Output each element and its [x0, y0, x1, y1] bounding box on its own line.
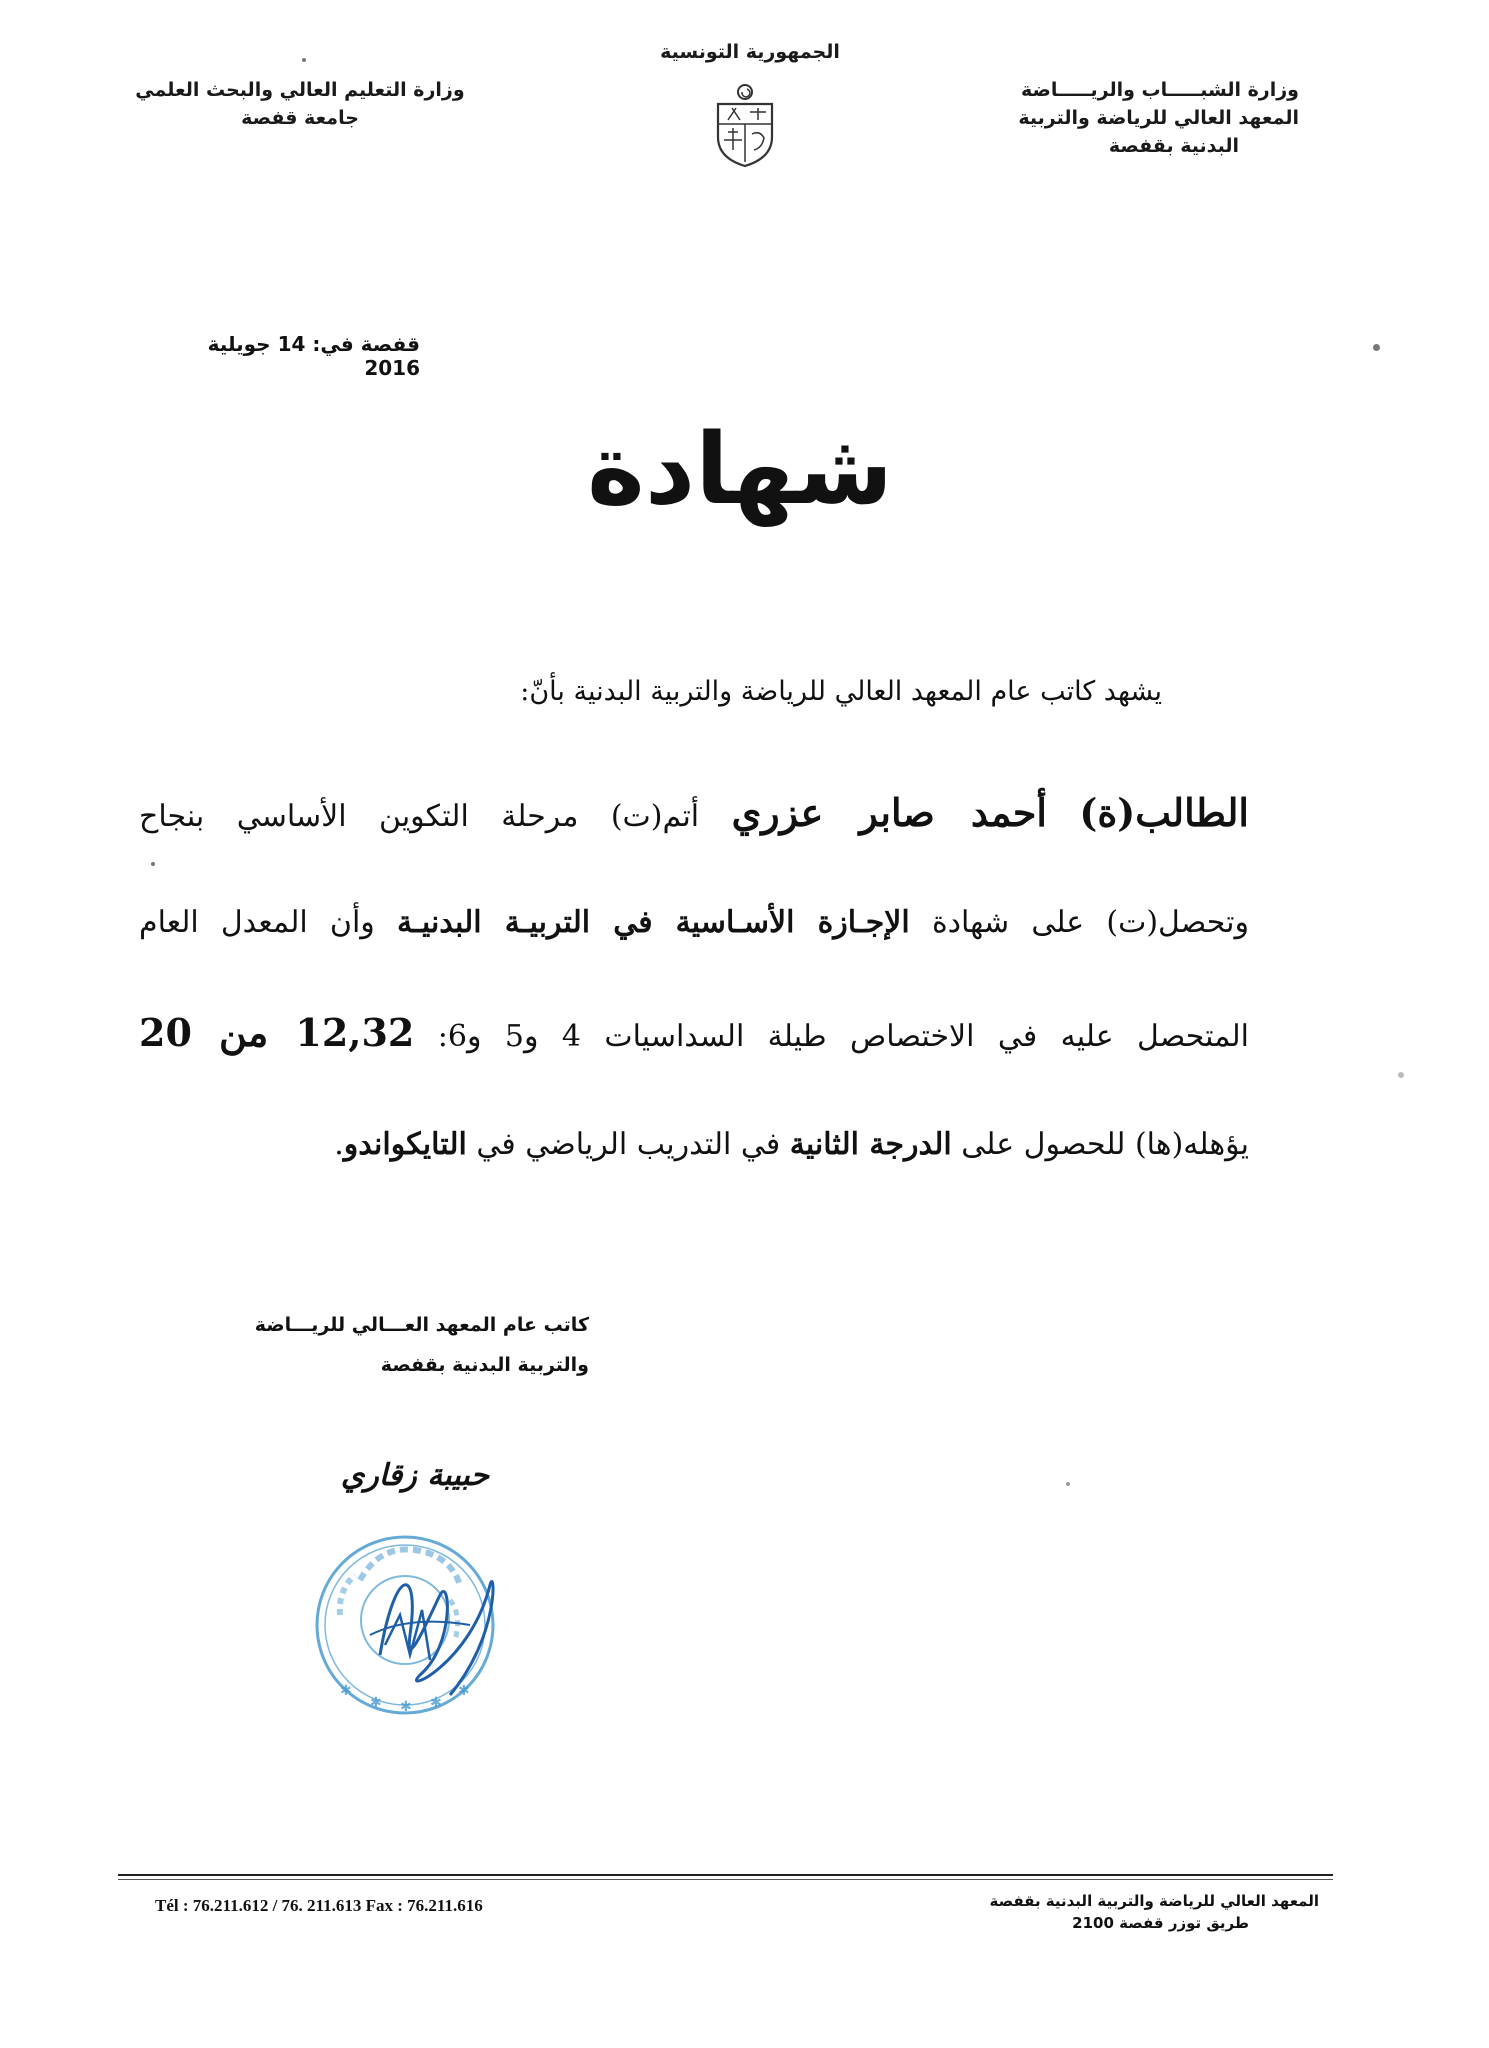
- ministry-youth-sports: وزارة الشبـــــاب والريـــــاضة: [1021, 79, 1299, 101]
- completion-text: أتم(ت) مرحلة التكوين الأساسي بنجاح: [139, 799, 700, 834]
- score-value: 12,32 من 20: [139, 1010, 415, 1055]
- student-name: أحمد صابر عزري: [731, 790, 1047, 835]
- header-left-block: [120, 76, 480, 132]
- body-line-score: [139, 1008, 1249, 1062]
- header-right-block: [939, 76, 1299, 160]
- coaching-grade: الدرجة الثانية: [789, 1127, 952, 1162]
- footer-address: [899, 1890, 1319, 1934]
- svg-text:✱: ✱: [340, 1683, 352, 1699]
- speck: [1373, 344, 1380, 351]
- header-country: الجمهورية التونسية: [660, 41, 840, 63]
- degree-name: الإجـازة الأسـاسية في التربيـة البدنيـة: [397, 905, 910, 940]
- speck: [302, 58, 306, 62]
- footer-address-line1: المعهد العالي للرياضة والتربية البدنية بقفصة: [989, 1892, 1319, 1910]
- footer-contact: Tél : 76.211.612 / 76. 211.613 Fax : 76.211.616: [155, 1896, 483, 1915]
- university-name: جامعة قفصة: [241, 107, 359, 129]
- svg-text:✱: ✱: [400, 1699, 412, 1715]
- degree-prefix: وتحصل(ت) على شهادة: [931, 905, 1249, 940]
- certificate-intro: يشهد كاتب عام المعهد العالي للرياضة والتربية البدنية بأنّ:: [520, 676, 1162, 707]
- footer-address-line2: طريق توزر قفصة 2100: [1072, 1914, 1249, 1932]
- document-date: قفصة في: 14 جويلية 2016: [207, 332, 420, 380]
- qualification-middle: في التدريب الرياضي في: [476, 1127, 781, 1162]
- body-line-student: [139, 788, 1249, 842]
- svg-text:✱: ✱: [430, 1695, 442, 1711]
- svg-text:✱: ✱: [458, 1683, 470, 1699]
- institute-name-line2: البدنية بقفصة: [1108, 135, 1239, 157]
- score-context: المتحصل عليه في الاختصاص طيلة السداسيات 4 و5 و6:: [437, 1019, 1250, 1054]
- speck: [151, 862, 155, 866]
- sentence-end: .: [334, 1127, 344, 1162]
- average-text: وأن المعدل العام: [139, 905, 375, 940]
- speck: [1066, 1482, 1070, 1486]
- ministry-higher-education: وزارة التعليم العالي والبحث العلمي: [135, 79, 465, 101]
- official-stamp: [300, 1525, 530, 1735]
- signatory-title: [169, 1305, 589, 1385]
- signatory-name: حبيبة زقاري: [340, 1458, 489, 1493]
- footer-rule-thin: [118, 1879, 1333, 1880]
- signatory-title-line1: كاتب عام المعهد العـــالي للريـــاضة: [254, 1314, 589, 1336]
- signatory-title-line2: والتربية البدنية بقفصة: [380, 1354, 589, 1376]
- svg-text:✱: ✱: [370, 1695, 382, 1711]
- sport-name: التايكواندو: [343, 1127, 467, 1162]
- speck: [1398, 1072, 1404, 1078]
- coat-of-arms-icon: [710, 82, 780, 168]
- certificate-title: شهادة: [586, 413, 893, 527]
- footer-rule: [118, 1874, 1333, 1876]
- body-line-degree: [139, 898, 1249, 948]
- body-line-qualification: [139, 1120, 1249, 1170]
- qualification-prefix: يؤهله(ها) للحصول على: [961, 1127, 1249, 1162]
- institute-name-line1: المعهد العالي للرياضة والتربية: [1018, 107, 1299, 129]
- student-label: الطالب(ة): [1079, 790, 1249, 835]
